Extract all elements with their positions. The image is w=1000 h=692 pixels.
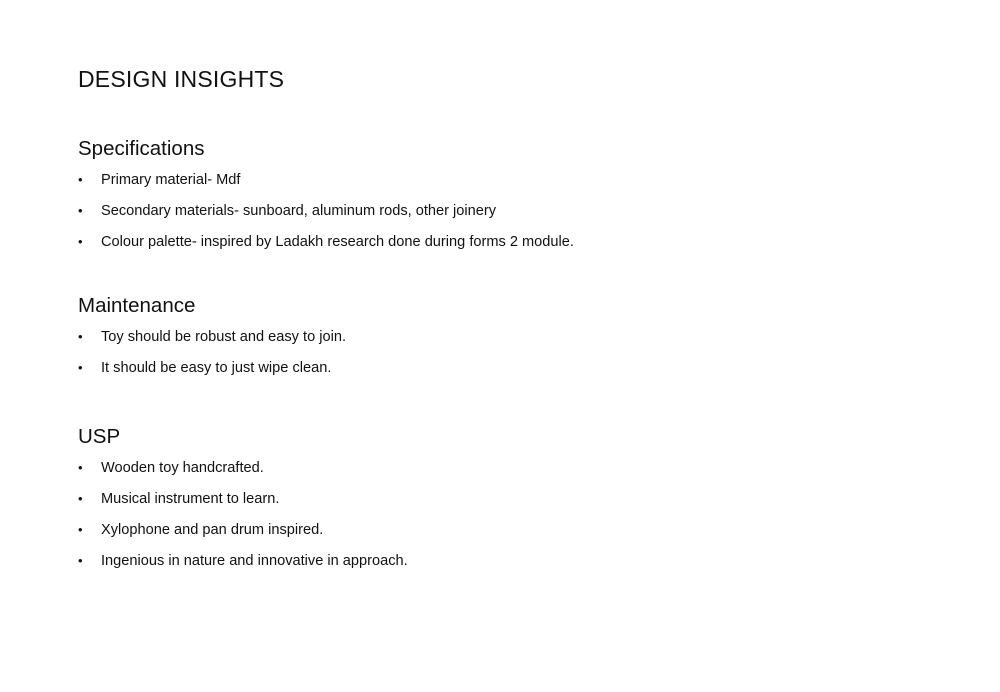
list-item-text: Musical instrument to learn. — [101, 491, 280, 507]
bullet-icon: • — [78, 329, 83, 344]
list-item — [78, 520, 408, 551]
list-item-text: Ingenious in nature and innovative in approach. — [101, 553, 408, 569]
list-item-text: Wooden toy handcrafted. — [101, 460, 264, 476]
section-specifications — [78, 136, 574, 263]
list-item-text: Colour palette- inspired by Ladakh research done during forms 2 module. — [101, 234, 574, 250]
section-heading: Specifications — [78, 137, 205, 160]
list-item — [78, 327, 346, 358]
list-item — [78, 232, 574, 263]
list-item — [78, 170, 574, 201]
list-item — [78, 201, 574, 232]
bullet-list — [78, 458, 408, 582]
list-item — [78, 358, 346, 389]
list-item-text: Primary material- Mdf — [101, 172, 241, 188]
bullet-icon: • — [78, 172, 83, 187]
section-heading: USP — [78, 425, 121, 448]
list-item — [78, 489, 408, 520]
bullet-icon: • — [78, 360, 83, 375]
bullet-list — [78, 170, 574, 263]
bullet-icon: • — [78, 491, 83, 506]
list-item-text: Secondary materials- sunboard, aluminum rods, other joinery — [101, 203, 497, 219]
section-usp — [78, 424, 408, 582]
bullet-icon: • — [78, 234, 83, 249]
bullet-icon: • — [78, 203, 83, 218]
bullet-icon: • — [78, 553, 83, 568]
page-title: DESIGN INSIGHTS — [78, 66, 285, 92]
bullet-list — [78, 327, 346, 389]
section-maintenance — [78, 293, 346, 389]
list-item-text: Xylophone and pan drum inspired. — [101, 522, 324, 538]
list-item-text: It should be easy to just wipe clean. — [101, 360, 332, 376]
bullet-icon: • — [78, 522, 83, 537]
list-item-text: Toy should be robust and easy to join. — [101, 329, 347, 345]
list-item — [78, 551, 408, 582]
bullet-icon: • — [78, 460, 83, 475]
list-item — [78, 458, 408, 489]
section-heading: Maintenance — [78, 294, 196, 317]
